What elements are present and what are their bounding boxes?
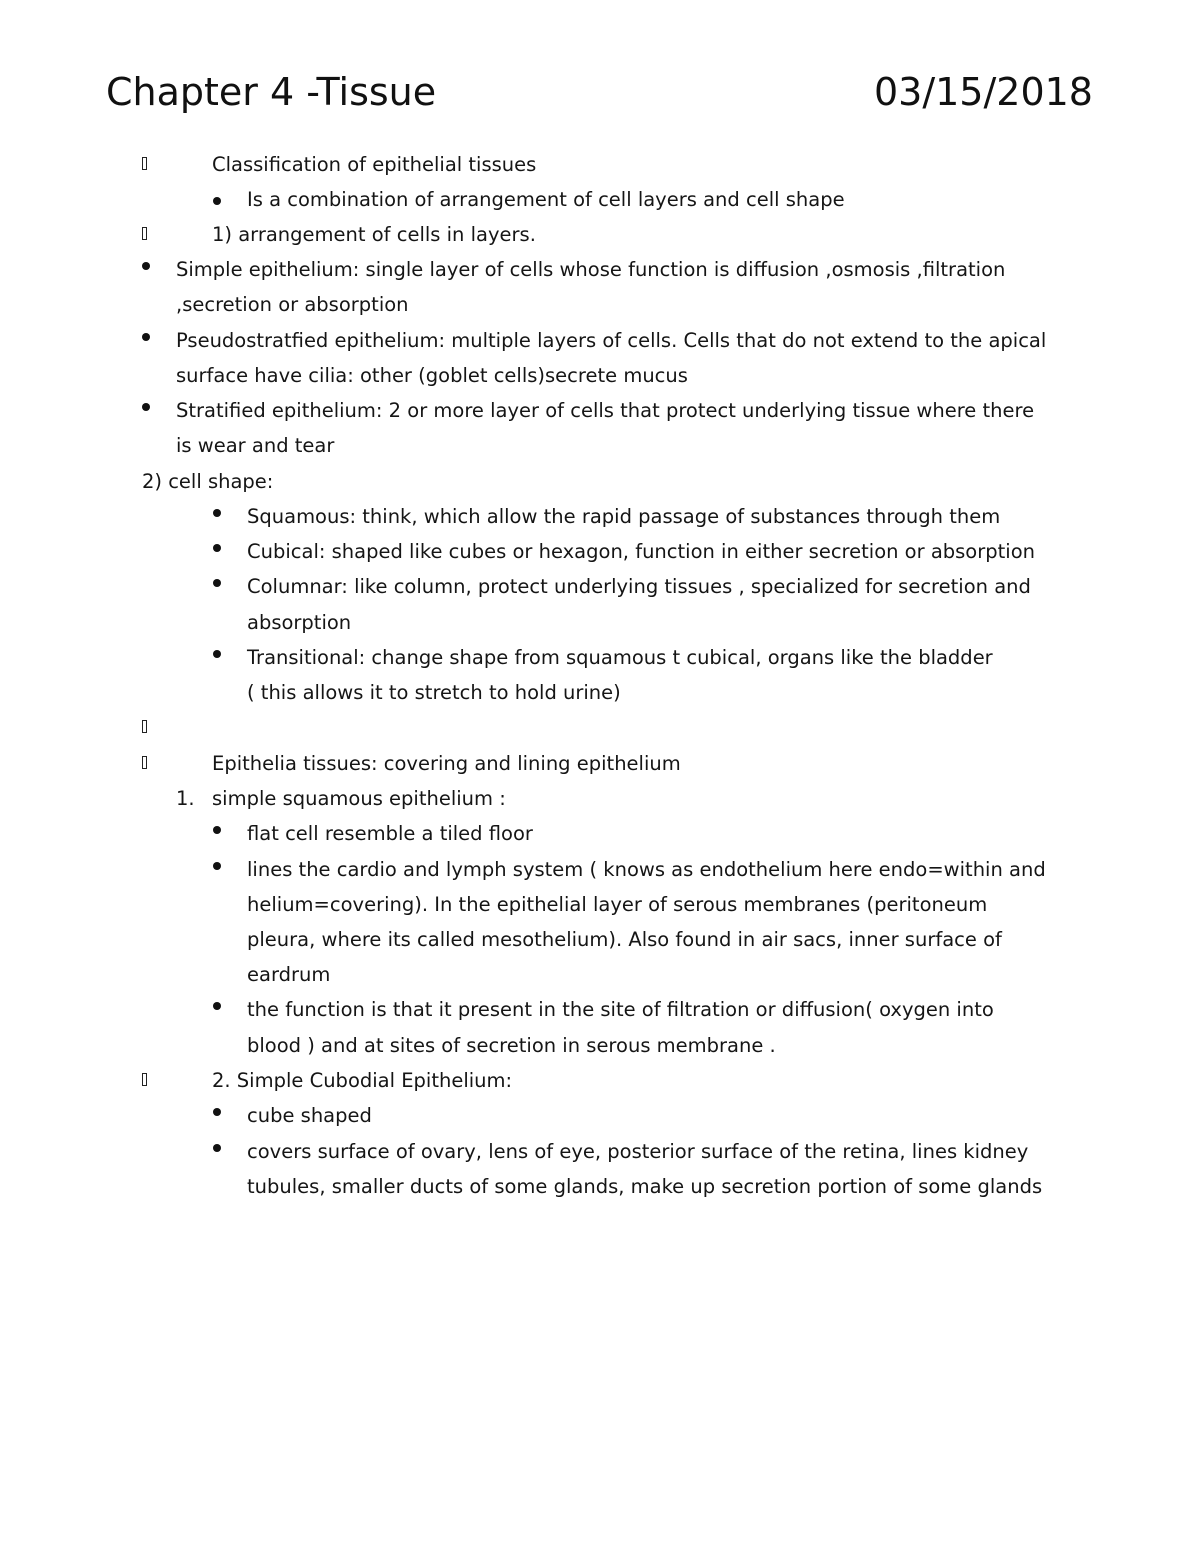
list-item: cube shaped bbox=[247, 1104, 372, 1127]
section-heading: 2. Simple Cubodial Epithelium: bbox=[212, 1069, 513, 1092]
list-item-continuation: eardrum bbox=[247, 963, 331, 986]
bullet-icon bbox=[213, 1108, 221, 1116]
list-item: Is a combination of arrangement of cell layers and cell shape bbox=[247, 188, 845, 211]
list-item: covers surface of ovary, lens of eye, posterior surface of the retina, lines kidney bbox=[247, 1140, 1029, 1163]
bullet-icon bbox=[213, 862, 221, 870]
bullet-icon bbox=[213, 579, 221, 587]
list-item: Stratified epithelium: 2 or more layer of cells that protect underlying tissue where there bbox=[176, 399, 1035, 422]
bullet-icon bbox=[213, 1144, 221, 1152]
list-item: simple squamous epithelium : bbox=[212, 787, 506, 810]
page-date: 03/15/2018 bbox=[873, 70, 1093, 114]
list-item: Columnar: like column, protect underlying tissues , specialized for secretion and bbox=[247, 575, 1031, 598]
list-item-continuation: is wear and tear bbox=[176, 434, 335, 457]
list-item-continuation: absorption bbox=[247, 611, 352, 634]
list-item-continuation: surface have cilia: other (goblet cells)secrete mucus bbox=[176, 364, 688, 387]
bullet-icon bbox=[213, 650, 221, 658]
box-bullet-icon bbox=[142, 227, 147, 240]
bullet-icon bbox=[142, 403, 150, 411]
list-item-continuation: blood ) and at sites of secretion in serous membrane . bbox=[247, 1034, 776, 1057]
list-item-continuation: tubules, smaller ducts of some glands, make up secretion portion of some glands bbox=[247, 1175, 1043, 1198]
list-item: Pseudostratfied epithelium: multiple layers of cells. Cells that do not extend to the apical bbox=[176, 329, 1047, 352]
box-bullet-icon bbox=[142, 1073, 147, 1086]
list-item-continuation: ,secretion or absorption bbox=[176, 293, 409, 316]
bullet-icon bbox=[213, 1002, 221, 1010]
list-number: 1. bbox=[176, 787, 195, 810]
bullet-icon bbox=[213, 826, 221, 834]
box-bullet-icon bbox=[142, 720, 147, 733]
list-item-continuation: pleura, where its called mesothelium). Also found in air sacs, inner surface of bbox=[247, 928, 1002, 951]
list-item: Transitional: change shape from squamous t cubical, organs like the bladder bbox=[247, 646, 993, 669]
bullet-icon bbox=[142, 333, 150, 341]
box-bullet-icon bbox=[142, 157, 147, 170]
bullet-icon bbox=[142, 262, 150, 270]
list-item-continuation: helium=covering). In the epithelial layer of serous membranes (peritoneum bbox=[247, 893, 988, 916]
bullet-icon bbox=[213, 197, 221, 205]
section-heading: Classification of epithelial tissues bbox=[212, 153, 537, 176]
list-item: Cubical: shaped like cubes or hexagon, function in either secretion or absorption bbox=[247, 540, 1035, 563]
section-heading: 1) arrangement of cells in layers. bbox=[212, 223, 536, 246]
list-item: lines the cardio and lymph system ( knows as endothelium here endo=within and bbox=[247, 858, 1046, 881]
list-item-continuation: ( this allows it to stretch to hold urine) bbox=[247, 681, 621, 704]
box-bullet-icon bbox=[142, 756, 147, 769]
list-item: Simple epithelium: single layer of cells whose function is diffusion ,osmosis ,filtration bbox=[176, 258, 1006, 281]
list-item: flat cell resemble a tiled floor bbox=[247, 822, 533, 845]
section-heading: 2) cell shape: bbox=[142, 470, 274, 493]
page-title: Chapter 4 -Tissue bbox=[106, 70, 437, 114]
list-item: Squamous: think, which allow the rapid passage of substances through them bbox=[247, 505, 1001, 528]
bullet-icon bbox=[213, 544, 221, 552]
list-item: the function is that it present in the site of filtration or diffusion( oxygen into bbox=[247, 998, 994, 1021]
section-heading: Epithelia tissues: covering and lining epithelium bbox=[212, 752, 681, 775]
bullet-icon bbox=[213, 509, 221, 517]
